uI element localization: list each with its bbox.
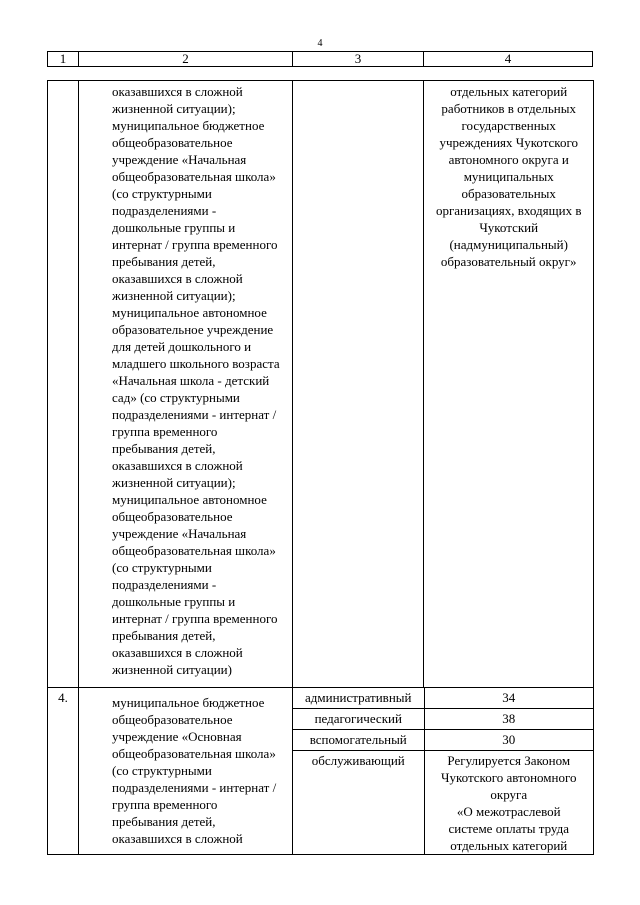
- text-line: «Начальная школа - детский: [112, 373, 270, 388]
- cont-institutions-text: [79, 81, 292, 678]
- category-law-cell: [424, 751, 593, 855]
- text-line: общеобразовательное: [112, 509, 233, 524]
- text-line: младшего школьного возраста: [112, 356, 280, 371]
- text-line: образовательное учреждение: [112, 322, 274, 337]
- text-line: Чукотский: [479, 220, 539, 235]
- text-line: общеобразовательная школа»: [112, 543, 276, 558]
- text-line: пребывания детей,: [112, 254, 216, 269]
- text-line: муниципальных: [463, 169, 554, 184]
- text-line: учреждениях Чукотского: [439, 135, 578, 150]
- text-line: жизненной ситуации): [112, 662, 232, 677]
- text-line: (со структурными: [112, 186, 212, 201]
- page-number: 4: [317, 38, 323, 49]
- text-line: подразделениями - интернат /: [112, 407, 277, 422]
- header-table: [47, 51, 593, 67]
- text-line: дошкольные группы и: [112, 220, 236, 235]
- text-line: организациях, входящих в: [435, 203, 582, 218]
- cont-col-3: [293, 81, 424, 688]
- row4-col-2: [79, 688, 293, 855]
- category-value: 38: [424, 709, 593, 730]
- text-line: пребывания детей,: [112, 814, 216, 829]
- category-row-admin: [293, 688, 593, 709]
- text-line: отдельных категорий: [450, 84, 568, 99]
- row4-law-text: [425, 751, 594, 854]
- text-line: жизненной ситуации);: [112, 101, 236, 116]
- text-line: (со структурными: [112, 560, 212, 575]
- row-4: [48, 688, 594, 855]
- cont-col-4: [424, 81, 594, 688]
- text-line: для детей дошкольного и: [112, 339, 252, 354]
- text-line: муниципальное бюджетное: [112, 118, 265, 133]
- text-line: сад» (со структурными: [112, 390, 240, 405]
- text-line: общеобразовательное: [112, 135, 233, 150]
- text-line: группа временного: [112, 424, 218, 439]
- text-line: учреждение «Начальная: [112, 152, 247, 167]
- row4-number: 4.: [48, 688, 79, 855]
- text-line: государственных: [461, 118, 556, 133]
- text-line: оказавшихся в сложной: [112, 831, 243, 846]
- text-line: Чукотского автономного: [441, 770, 577, 785]
- text-line: «О межотраслевой: [456, 804, 561, 819]
- text-line: образовательных: [461, 186, 556, 201]
- category-value: 30: [424, 730, 593, 751]
- text-line: (надмуниципальный): [449, 237, 568, 252]
- text-line: оказавшихся в сложной: [112, 271, 243, 286]
- text-line: учреждение «Основная: [112, 729, 242, 744]
- category-row-aux: [293, 730, 593, 751]
- header-row: [48, 52, 593, 67]
- header-col-1: 1: [48, 52, 79, 67]
- category-row-ped: [293, 709, 593, 730]
- category-name: административный: [293, 688, 424, 709]
- text-line: общеобразовательная школа»: [112, 746, 276, 761]
- text-line: муниципальное автономное: [112, 492, 267, 507]
- text-line: муниципальное автономное: [112, 305, 267, 320]
- header-col-2: 2: [79, 52, 293, 67]
- cont-col-2: [79, 81, 293, 688]
- row4-categories: [293, 688, 594, 855]
- continuation-row: [48, 81, 594, 688]
- header-col-4: 4: [424, 52, 593, 67]
- category-name: вспомогательный: [293, 730, 424, 751]
- header-col-3: 3: [293, 52, 424, 67]
- text-line: образовательный округ»: [440, 254, 577, 269]
- category-name: обслуживающий: [293, 751, 424, 855]
- categories-table: [293, 688, 593, 854]
- text-line: Регулируется Законом: [447, 753, 571, 768]
- text-line: автономного округа и: [448, 152, 569, 167]
- text-line: подразделениями -: [112, 577, 217, 592]
- text-line: (со структурными: [112, 763, 212, 778]
- text-line: оказавшихся в сложной: [112, 84, 243, 99]
- text-line: оказавшихся в сложной: [112, 458, 243, 473]
- text-line: пребывания детей,: [112, 441, 216, 456]
- text-line: пребывания детей,: [112, 628, 216, 643]
- text-line: работников в отдельных: [441, 101, 576, 116]
- text-line: интернат / группа временного: [112, 611, 278, 626]
- text-line: округа: [490, 787, 528, 802]
- text-line: муниципальное бюджетное: [112, 695, 265, 710]
- category-name: педагогический: [293, 709, 424, 730]
- text-line: учреждение «Начальная: [112, 526, 247, 541]
- text-line: жизненной ситуации);: [112, 288, 236, 303]
- text-line: общеобразовательная школа»: [112, 169, 276, 184]
- text-line: общеобразовательное: [112, 712, 233, 727]
- text-line: группа временного: [112, 797, 218, 812]
- main-table: [47, 80, 594, 855]
- cont-law-text: [424, 81, 593, 270]
- text-line: жизненной ситуации);: [112, 475, 236, 490]
- text-line: оказавшихся в сложной: [112, 645, 243, 660]
- text-line: отдельных категорий: [450, 838, 568, 853]
- text-line: подразделениями - интернат /: [112, 780, 277, 795]
- text-line: подразделениями -: [112, 203, 217, 218]
- category-row-service: [293, 751, 593, 855]
- cont-col-1: [48, 81, 79, 688]
- text-line: интернат / группа временного: [112, 237, 278, 252]
- row4-institutions-text: [79, 688, 292, 847]
- category-value: 34: [424, 688, 593, 709]
- text-line: системе оплаты труда: [448, 821, 569, 836]
- text-line: дошкольные группы и: [112, 594, 236, 609]
